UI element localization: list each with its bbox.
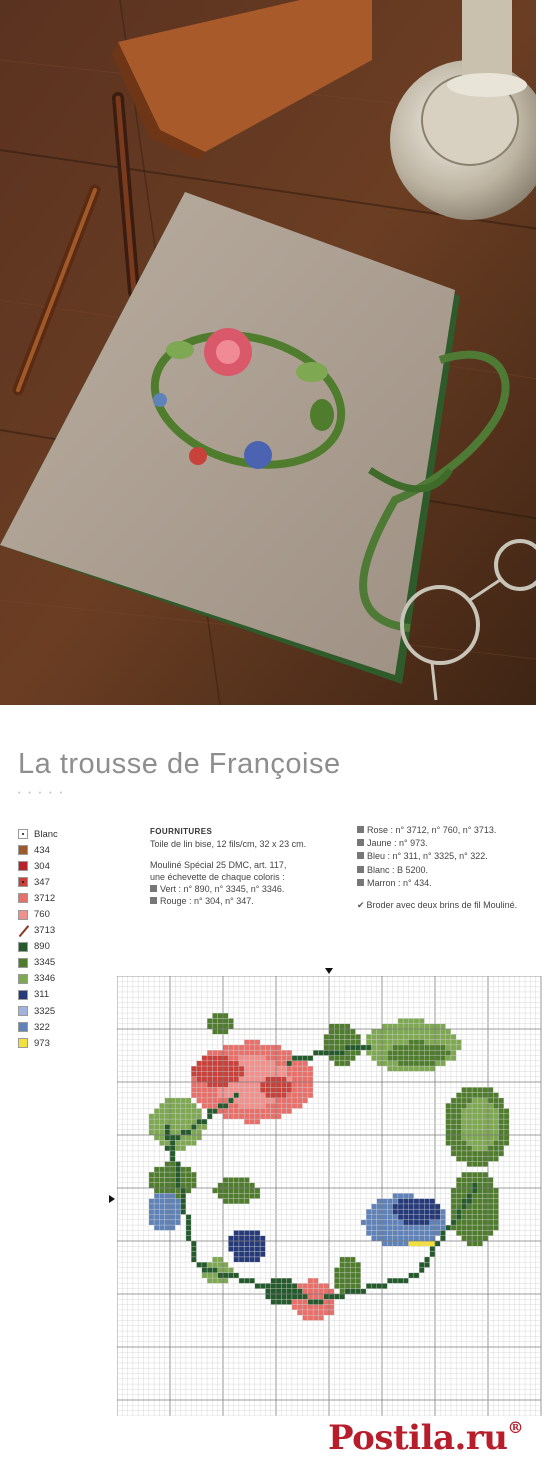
legend-label: 434 (34, 844, 50, 856)
postila-watermark-logo (328, 1418, 523, 1458)
legend-swatch (18, 861, 28, 871)
stitching-note (357, 899, 542, 912)
legend-row (18, 842, 88, 858)
legend-row (18, 826, 88, 842)
jaune-threads-text: Jaune : n° 973. (367, 838, 428, 849)
fabric-text: Toile de lin bise, 12 fils/cm, 32 x 23 cm. (150, 839, 307, 849)
legend-swatch (18, 1038, 28, 1048)
thread-text-2: une échevette de chaque coloris : (150, 872, 285, 882)
legend-label: 3713 (34, 925, 56, 937)
red-threads (150, 895, 350, 907)
bullet-square-icon (357, 826, 364, 833)
bullet-square-icon (150, 885, 157, 892)
legend-swatch (18, 829, 28, 839)
legend-swatch (18, 990, 28, 1000)
legend-row (18, 906, 88, 922)
legend-swatch (18, 958, 28, 968)
embroidered-pouch-photo (0, 0, 546, 705)
page-title: La trousse de Françoise (18, 748, 341, 780)
legend-label: 311 (34, 989, 50, 1001)
legend-row (18, 955, 88, 971)
rose-threads (357, 824, 542, 837)
legend-row (18, 858, 88, 874)
legend-label: 322 (34, 1021, 50, 1033)
watermark-text: Postila.ru (328, 1418, 508, 1458)
green-threads-text: Vert : n° 890, n° 3345, n° 3346. (160, 884, 285, 894)
legend-swatch (18, 1022, 28, 1032)
legend-row (18, 923, 88, 939)
legend-row (18, 1035, 88, 1051)
legend-label: 890 (34, 941, 50, 953)
blanc-threads-text: Blanc : B 5200. (367, 864, 429, 875)
supplies-heading: FOURNITURES (150, 827, 213, 836)
legend-row (18, 874, 88, 890)
colors-block (357, 824, 542, 912)
legend-swatch (18, 974, 28, 984)
bullet-square-icon (357, 839, 364, 846)
legend-swatch (18, 877, 28, 887)
blanc-threads (357, 864, 542, 877)
red-threads-text: Rouge : n° 304, n° 347. (160, 896, 254, 906)
center-marker-left-icon (109, 1195, 115, 1203)
legend-row (18, 939, 88, 955)
legend-label: Blanc (34, 828, 58, 840)
legend-swatch (18, 942, 28, 952)
legend-label: 760 (34, 909, 50, 921)
legend-label: 304 (34, 860, 50, 872)
cross-stitch-chart (117, 976, 543, 1416)
legend-label: 973 (34, 1037, 50, 1049)
jaune-threads (357, 837, 542, 850)
marron-threads (357, 877, 542, 890)
bleu-threads-text: Bleu : n° 311, n° 3325, n° 322. (367, 851, 488, 862)
stitching-note-text: Broder avec deux brins de fil Mouliné. (366, 900, 518, 911)
checkmark-icon: ✔ (357, 900, 365, 911)
legend-swatch (18, 845, 28, 855)
legend-row (18, 971, 88, 987)
legend-row (18, 890, 88, 906)
legend-row (18, 987, 88, 1003)
bleu-threads (357, 850, 542, 863)
legend-row (18, 1019, 88, 1035)
legend-label: 3712 (34, 892, 56, 904)
center-marker-top-icon (325, 968, 333, 974)
green-threads (150, 883, 350, 895)
title-dots: • • • • • (18, 790, 66, 797)
bullet-square-icon (357, 866, 364, 873)
legend-swatch (18, 910, 28, 920)
bullet-square-icon (357, 852, 364, 859)
watermark-trademark: ® (507, 1418, 524, 1437)
rose-threads-text: Rose : n° 3712, n° 760, n° 3713. (367, 825, 497, 835)
page-gutter (536, 0, 546, 705)
bullet-square-icon (357, 879, 364, 886)
marron-threads-text: Marron : n° 434. (367, 877, 432, 888)
chart-grid (117, 976, 541, 1416)
bullet-square-icon (150, 897, 157, 904)
legend-label: 347 (34, 876, 50, 888)
product-photo (0, 0, 546, 705)
legend-swatch (18, 926, 28, 936)
legend-label: 3346 (34, 973, 56, 985)
legend-swatch (18, 893, 28, 903)
thread-text-1: Mouliné Spécial 25 DMC, art. 117, (150, 860, 287, 870)
supplies-block (150, 826, 350, 907)
color-legend (18, 826, 88, 1051)
legend-row (18, 1003, 88, 1019)
legend-label: 3345 (34, 957, 56, 969)
legend-swatch (18, 1006, 28, 1016)
legend-label: 3325 (34, 1005, 56, 1017)
